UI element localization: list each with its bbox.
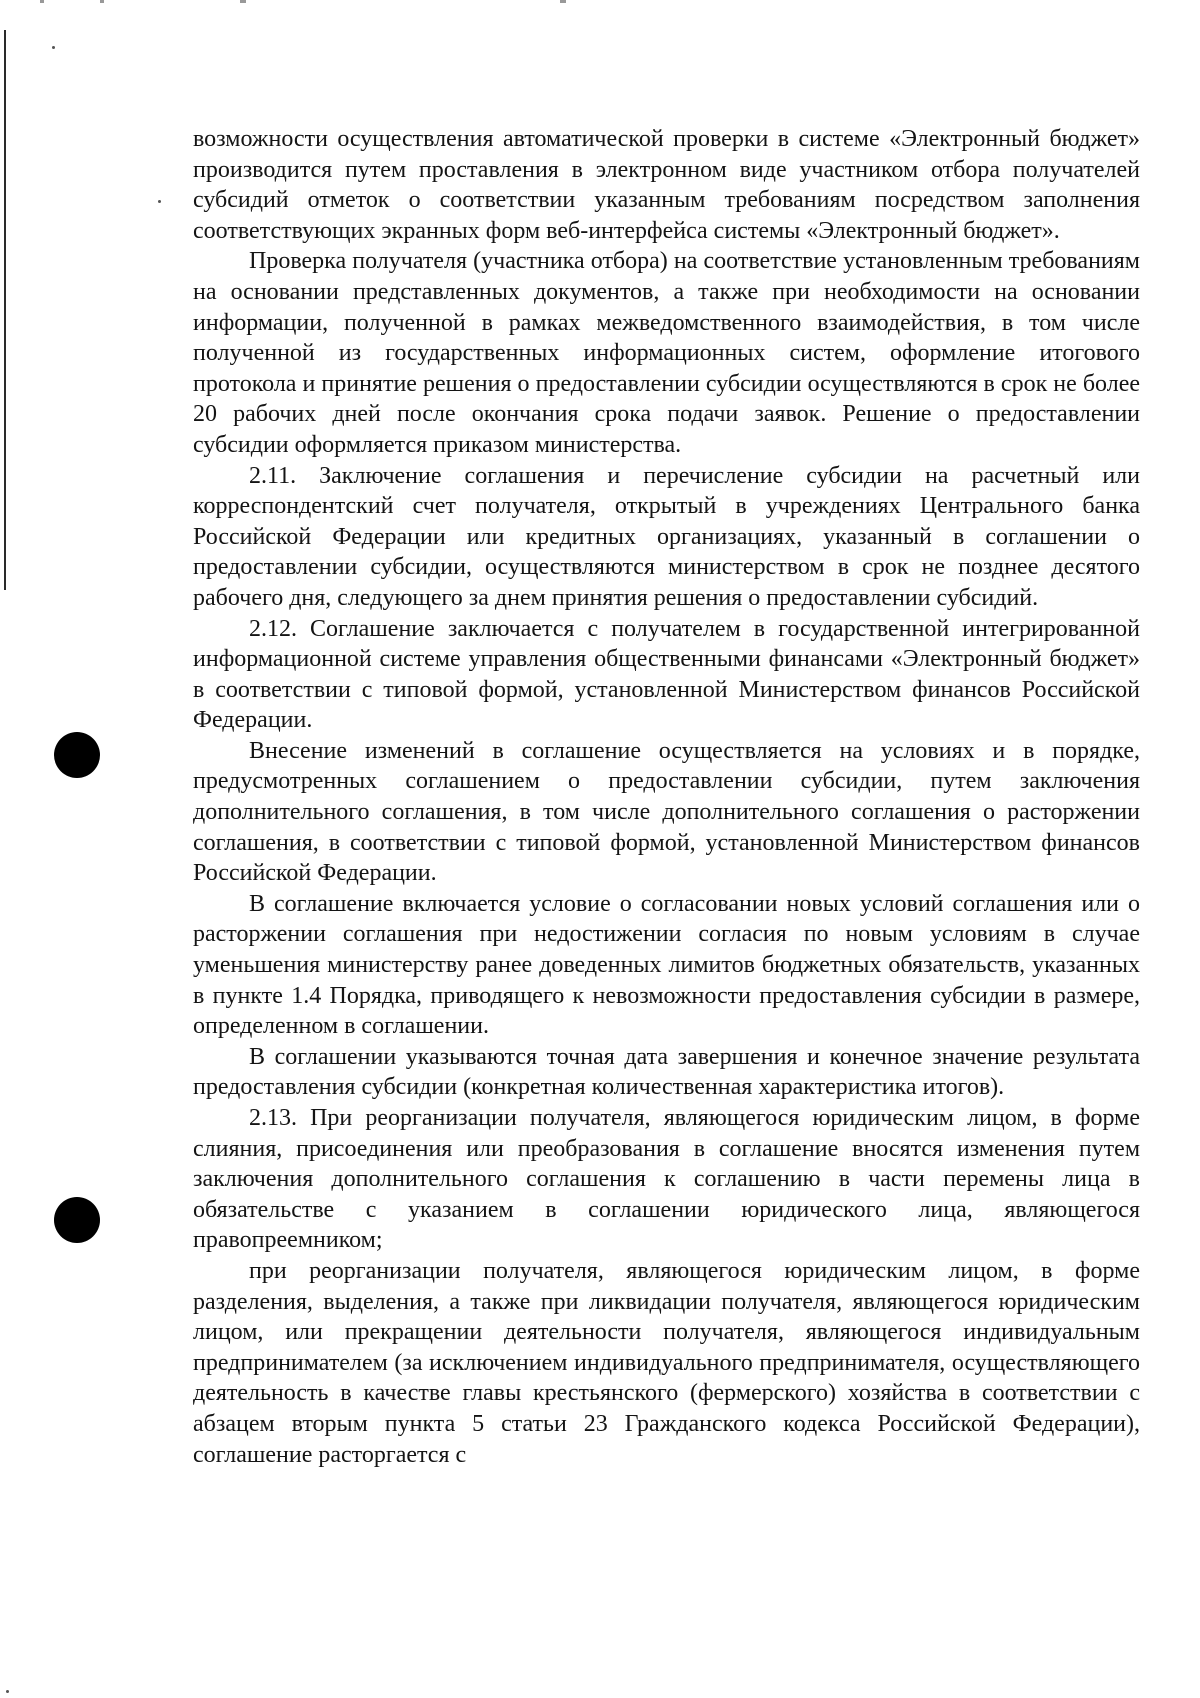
paragraph-verification: Проверка получателя (участника отбора) на соответствие установленным требованиям на основании представленных документов, а также при необходимости на основании информации, полученной в рамках межведомственного взаимодействия, в том числе полученной из государственных информационных систем, оформление итогового протокола и принятие решения о предоставлении субсидии осуществляются в срок не более 20 рабочих дней после окончания срока подачи заявок. Решение о предоставлении субсидии оформляется приказом министерства. — [193, 248, 1140, 458]
scan-binding-line — [4, 30, 6, 590]
punch-hole-upper — [54, 732, 100, 778]
document-body — [193, 124, 1140, 1470]
paragraph-continuation: возможности осуществления автоматической проверки в системе «Электронный бюджет» производится путем проставления в электронном виде участником отбора получателей субсидий отметок о соответствии указанным требованиям посредством заполнения соответствующих экранных форм веб-интерфейса системы «Электронный бюджет». — [193, 126, 1140, 244]
scan-top-edge-marks — [0, 0, 1200, 3]
paragraph-new-conditions: В соглашение включается условие о согласовании новых условий соглашения или о расторжении соглашения при недостижении согласия по новым условиям в случае уменьшения министерству ранее доведенных лимитов бюджетных обязательств, указанных в пункте 1.4 Порядка, приводящего к невозможности предоставления субсидии в размере, определенном в соглашении. — [193, 890, 1140, 1040]
scan-speck — [6, 1690, 9, 1693]
paragraph-completion-date: В соглашении указываются точная дата завершения и конечное значение результата предоставления субсидии (конкретная количественная характеристика итогов). — [193, 1043, 1140, 1101]
paragraph-2-12: 2.12. Соглашение заключается с получателем в государственной интегрированной информационной системе управления общественными финансами «Электронный бюджет» в соответствии с типовой формой, установленной Министерством финансов Российской Федерации. — [193, 615, 1140, 734]
scan-speck — [52, 46, 55, 49]
paragraph-amendments: Внесение изменений в соглашение осуществляется на условиях и в порядке, предусмотренных соглашением о предоставлении субсидии, путем заключения дополнительного соглашения, в том числе дополнительного соглашения о расторжении соглашения, в соответствии с типовой формой, установленной Министерством финансов Российской Федерации. — [193, 737, 1140, 887]
paragraph-2-11: 2.11. Заключение соглашения и перечисление субсидии на расчетный или корреспондентский счет получателя, открытый в учреждениях Центрального банка Российской Федерации или кредитных организациях, указанный в соглашении о предоставлении субсидии, осуществляются министерством в срок не позднее десятого рабочего дня, следующего за днем принятия решения о предоставлении субсидий. — [193, 462, 1140, 611]
paragraph-2-13: 2.13. При реорганизации получателя, являющегося юридическим лицом, в форме слияния, присоединения или преобразования в соглашение вносятся изменения путем заключения дополнительного соглашения к соглашению в части перемены лица в обязательстве с указанием в соглашении юридического лица, являющегося правопреемником; — [193, 1105, 1140, 1254]
paragraph-liquidation: при реорганизации получателя, являющегося юридическим лицом, в форме разделения, выделения, а также при ликвидации получателя, являющегося юридическим лицом, или прекращении деятельности получателя, являющегося индивидуальным предпринимателем (за исключением индивидуального предпринимателя, осуществляющего деятельность в качестве главы крестьянского (фермерского) хозяйства в соответствии с абзацем вторым пункта 5 статьи 23 Гражданского кодекса Российской Федерации), соглашение расторгается с — [193, 1257, 1140, 1468]
punch-hole-lower — [54, 1197, 100, 1243]
scan-speck — [158, 200, 161, 203]
